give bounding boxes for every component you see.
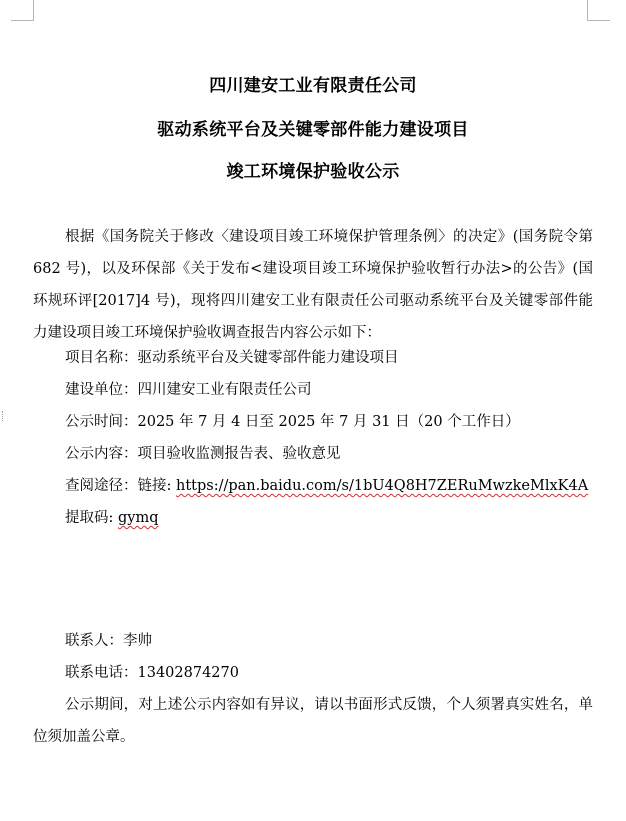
page-corner-mark-top-left — [11, 0, 34, 21]
access-label: 查阅途径：链接: — [65, 478, 176, 494]
access-line — [33, 470, 593, 502]
download-link[interactable]: https://pan.baidu.com/s/1bU4Q8H7ZERuMwzkeMlxK4A — [176, 478, 589, 494]
title-project: 驱动系统平台及关键零部件能力建设项目 — [157, 120, 469, 140]
contact-section — [33, 625, 593, 753]
title-company: 四川建安工业有限责任公司 — [209, 76, 417, 96]
period-line: 公示时间：2025 年 7 月 4 日至 2025 年 7 月 31 日（20 个工作日） — [65, 414, 520, 430]
content-line: 公示内容：项目验收监测报告表、验收意见 — [65, 446, 341, 462]
extraction-code: gymq — [118, 510, 159, 526]
page-edge-marker — [2, 411, 5, 421]
details-section — [33, 342, 593, 534]
intro-paragraph: 根据《国务院关于修改〈建设项目竣工环境保护管理条例〉的决定》(国务院令第 682 号)，以及环保部《关于发布<建设项目竣工环境保护验收暂行办法>的公告》(国环规环评[2017]4 号)，现将四川建安工业有限责任公司驱动系统平台及关键零部件能力建设项目竣工环境保护验收调查报告内容公示如下： — [33, 229, 593, 341]
project-name-line: 项目名称：驱动系统平台及关键零部件能力建设项目 — [65, 350, 399, 366]
intro-section — [33, 221, 593, 349]
contact-person-line: 联系人：李帅 — [65, 633, 152, 649]
title-notice: 竣工环境保护验收公示 — [226, 162, 400, 182]
builder-line: 建设单位：四川建安工业有限责任公司 — [65, 382, 312, 398]
code-line — [33, 502, 593, 534]
objection-note: 公示期间，对上述公示内容如有异议，请以书面形式反馈，个人须署真实姓名，单位须加盖公章。 — [33, 697, 593, 745]
page-corner-mark-top-right — [587, 0, 610, 21]
code-label: 提取码: — [65, 510, 118, 526]
contact-phone-line: 联系电话：13402874270 — [65, 665, 239, 681]
